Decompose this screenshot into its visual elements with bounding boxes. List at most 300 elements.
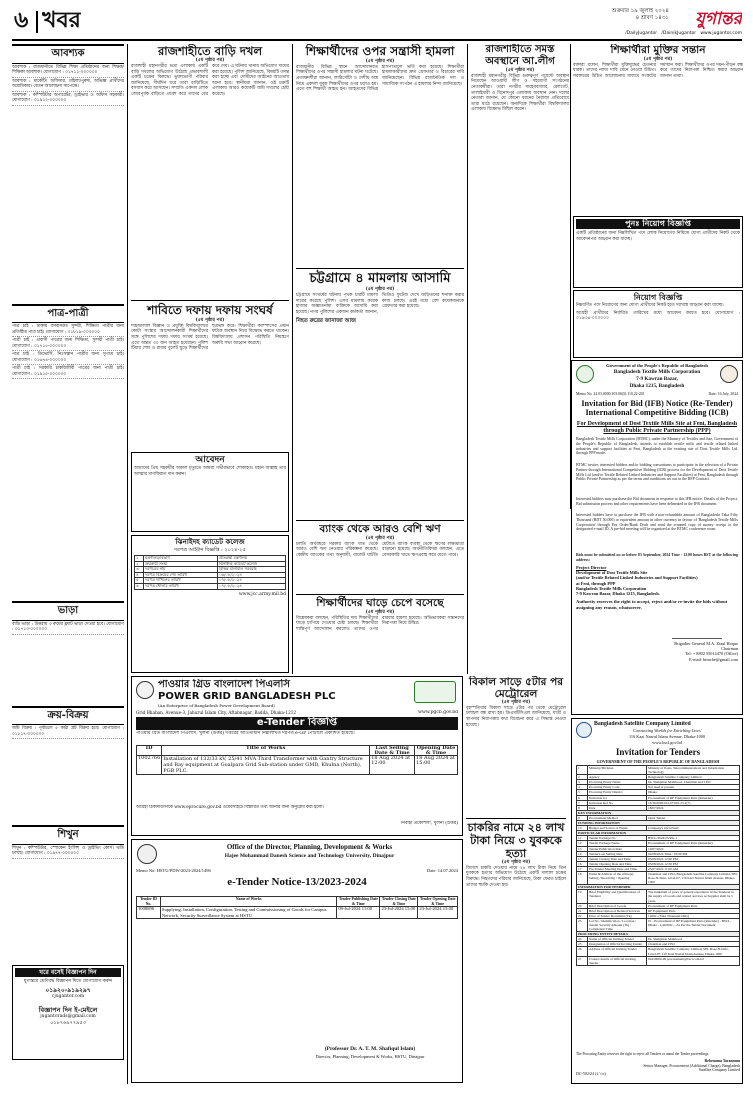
tender-table-wrap [136, 896, 458, 919]
cell: Name & Address of the office(s) - Selling / Receiving / Opening [588, 871, 647, 884]
body-para-1: Bangladesh Textile Mills Corporation (BTMC), under the Ministry of Textiles and Jute, Government of the People's Republic of Bangladesh, intends to establish textile mills and textile related linked industries and support facilities at Feni, Bangladesh at the existing site of Dost Textile Mills Ltd. through PPP mode. [576, 437, 738, 456]
article-body: বিশ্লেষকরা বলছেন, পরিস্থিতির দায় শিক্ষার্থীদের ঘাড়ে চাপিয়ে দেওয়ার চেষ্টা চলছে। শিক্ষার্থীরা শান্তিপূর্ণ আন্দোলন করলেও তাদের ওপর বারবার হামলা হয়েছে। অভিভাবকরা সন্তানদের নিরাপত্তা নিয়ে উদ্বিগ্ন। [296, 615, 464, 633]
cell: ০৭/০৮/২০২৪ [217, 578, 285, 584]
cell: PARTICULAR INFORMATION [577, 831, 740, 836]
cell: 05/08/2024 12:30 PM [647, 861, 740, 866]
cell: ১ [135, 556, 144, 562]
email-ad-address[interactable]: jugantorads@gmail.com [40, 1013, 96, 1019]
list-item: আবশ্যক : মার্কেটিং অফিসার, মহিলা/পুরুষ, অভিজ্ঞ প্রার্থীদের অগ্রাধিকার। বেতন আলোচনা সাপেক্ষে। [12, 78, 124, 92]
cell: 17 [577, 866, 588, 871]
university-name: Hajee Mohammad Danesh Science and Technology University, Dinajpur [224, 853, 395, 859]
cell: Procuring Entity Name [588, 780, 647, 785]
youtube-link[interactable]: /DainikJugantor [661, 31, 697, 36]
org-address-1: 7-9 Kawran Bazar, [636, 376, 678, 382]
ad-body: আমাদের প্রিয় সহকর্মীর অকাল মৃত্যুতে আমরা গভীরভাবে শোকাহত। মহান আল্লাহ তার আত্মার মাগফিরাত দান করুন। [134, 466, 286, 477]
ad-body: একটি প্রতিষ্ঠানের জন্য নিম্নলিখিত পদে লোক নিয়োগের নিমিত্তে যোগ্য প্রার্থীদের নিকট থেকে আবেদনপত্র আহ্বান করা যাচ্ছে। [576, 231, 740, 242]
ad-booking-phone[interactable]: ০১৯২০-৯১৯২৯৭ [45, 986, 91, 994]
table-row [577, 871, 740, 884]
cell: 23-Jul-2024 15:00 [380, 907, 418, 919]
tender-table [136, 745, 458, 775]
reemployment-ad [573, 216, 743, 288]
signer-phone: Tel: + 8802 55014470 (Office) [685, 651, 738, 657]
cell: 1008896 [137, 907, 161, 919]
cell: 19 [577, 890, 588, 903]
office-name: Office of the Director, Planning, Development & Works [226, 843, 393, 851]
table-row [135, 583, 286, 589]
cell: 15 [577, 856, 588, 861]
cell: প্রতিরক্ষা মন্ত্রণালয় [217, 556, 285, 562]
cell: ৩ [135, 567, 144, 573]
power-grid-tender-ad [131, 676, 463, 836]
cell: 23-Jul-2024 15:00 [418, 907, 458, 919]
cell: দরপত্র খোলার তারিখ [144, 583, 218, 589]
cell: Dr. Shahjahan Mahmood, Chairman and CEO [647, 780, 740, 785]
cell: 01 - Procurement of RF Equipment Parts (Retender) - BSCL, Dhaka - 2,40,000/- - As Per the Tender Document [647, 918, 740, 931]
cell: 24 [577, 937, 588, 942]
article-body: রাজশাহী মহানগরীর বিভিন্ন গুরুত্বপূর্ণ পয়েন্টে অবস্থান নিয়েছেন আওয়ামী লীগ ও সহযোগী সংগঠনের নেতাকর্মীরা। তারা নগরীর সাহেববাজার, রেলগেট, তালাইমারী ও বিনোদপুর এলাকায় অবস্থান নেন। দলের নেতারা জানান, যে কোনো ধরনের নৈরাজ্য প্রতিরোধে তারা মাঠে রয়েছেন। অন্যদিকে শিক্ষার্থীরা বিশ্ববিদ্যালয় এলাকায় বিক্ষোভ মিছিল করেন। [471, 73, 569, 113]
cell: 18 Aug 2024 at 15:00 [415, 756, 458, 775]
article-body: বৃহস্পতিবার বিকাল সাড়ে ৫টার পর থেকে মেট্রোরেল চলাচল বন্ধ রাখা হয়। ডিএমটিসিএল জানিয়েছে, যাত্রী ও স্থাপনার নিরাপত্তার কথা বিবেচনা করে এ সিদ্ধান্ত নেওয়া হয়েছে। [466, 705, 566, 728]
body-para-3: Interested bidders may purchase the Bid document in response to this IFB notice. Details of the Project, Bid submission process and other requirements have been delineated in the IFB document. [576, 497, 738, 506]
table-row [577, 956, 740, 965]
cell: The minimum of years of general experience of the Tenderer in the supply of Goods and related services as Supplier shall be 5 years. [647, 890, 740, 903]
email-ad-phone[interactable]: ০১৮৭৬৯৭৭৯৫৩ [50, 1019, 86, 1026]
date-block [574, 8, 669, 30]
cell: 9 [577, 815, 588, 820]
notice-title: e-Tender বিজ্ঞপ্তি [136, 717, 458, 730]
ad-footer: The Procuring Entity reserves the right to reject all Tenders or annul the Tender proceedings. [576, 1052, 710, 1056]
company-motto: 'Connecting Worlds for Enriching Lives' [632, 728, 702, 733]
cell: Lot No / Identification / Location / Tender Security Amount (Tk) / Completion Time [588, 918, 647, 931]
column-header: Last Selling Date & Time [370, 746, 415, 756]
story-rajshahi-house [131, 44, 289, 300]
cell: Supplying, Installation, Configuration, Testing and Commissioning of Goods for Campus Network, Security Surveillance System at HSTU [160, 907, 336, 919]
website-link[interactable]: www.jugantor.com [700, 31, 742, 36]
project-line-2: (and/or Textile Related Linked Industries and Support Facilities) [576, 575, 698, 581]
cell: 16 [577, 861, 588, 866]
article-body: চলতি অর্থবছরে সরকার ব্যাংক খাত থেকে আরও বেশি ঋণ নেওয়ার পরিকল্পনা করেছে। কেন্দ্রীয় ব্যাংকের তথ্য অনুযায়ী, বাজেট ঘাটতি মেটাতে ব্যাংক ব্যবস্থা থেকে ঋণের লক্ষ্যমাত্রা বাড়ানো হয়েছে। অর্থনীতিবিদরা বলছেন, এতে বেসরকারি খাতে ঋণপ্রবাহ কমে যেতে পারে। [296, 541, 464, 559]
cell: Not used at present [647, 785, 740, 790]
column-divider [127, 44, 128, 1084]
signer-name: Rehenuma Tarannum [704, 1059, 740, 1063]
cell: 10 [577, 826, 588, 831]
company-website[interactable]: www.bscl.gov.bd [652, 740, 682, 745]
headline: শাবিতে দফায় দফায় সংঘর্ষ [147, 303, 273, 317]
cell: INFORMATION FOR TENDERER [577, 885, 740, 890]
cell: Contact details of Official Inviting Tender [588, 956, 647, 965]
project-line-1: Development of Dost Textile Mills Site [576, 570, 648, 576]
cell: Brief Eligibility and Qualifications of Tenderer [588, 890, 647, 903]
ad-title: ঝিনাইদহ ক্যাডেট কলেজ [175, 538, 245, 546]
cell: Procuring Entity District [588, 790, 647, 795]
cell: দরপত্র বিক্রয়ের শেষ তারিখ [144, 572, 218, 578]
email-ad-title: বিজ্ঞাপন দিন ই-মেইলে [38, 1005, 98, 1014]
cell: 23/07/2024 11:00 AM [647, 866, 740, 871]
cell: Tender Publication Date [588, 846, 647, 851]
signer-email[interactable]: E-mail: btmche@gmail.com [689, 656, 738, 662]
cell: 04/08/2024 Time : 05:00 PM [647, 851, 740, 856]
cell: Procuring Entity Code [588, 785, 647, 790]
cell: ৫ [135, 578, 144, 584]
cell: Installation of 132/33 kV, 25/41 MVA Third Transformer with Gantry Structure and Bay equipment at Goalpara Grid Sub-station under GMD, Khulna (North), PGB PLC. [162, 756, 370, 775]
cell: 27 [577, 956, 588, 965]
cell: 4 [577, 785, 588, 790]
cell: 1 [577, 766, 588, 775]
article-body: শাহজালাল বিজ্ঞান ও প্রযুক্তি বিশ্ববিদ্যালয়ে কোটা সংস্কার আন্দোলনকারী শিক্ষার্থীদের সঙ্গে পুলিশের দফায় দফায় সংঘর্ষ হয়েছে। এতে অন্তত ৩০ জন আহত হয়েছেন। পুলিশ টিয়ার শেল ও রাবার বুলেট ছুড়ে শিক্ষার্থীদের ছত্রভঙ্গ করে। শিক্ষার্থীরা ক্যাম্পাসের প্রধান ফটকে অবস্থান নিয়ে বিক্ষোভ করতে থাকেন। বিশ্ববিদ্যালয় প্রশাসন পরিস্থিতি নিয়ন্ত্রণে জরুরি সভা আহ্বান করেছে। [131, 323, 289, 352]
cell: ০৭/০৮/২০২৪ [217, 583, 285, 589]
memo-date: Date: 16 July, 2024 [708, 392, 738, 396]
continuation-note: (৫ম পৃষ্ঠার পর) [643, 57, 673, 63]
cell: 18 Aug 2024 at 12:00 [370, 756, 415, 775]
signature-mark [672, 627, 722, 639]
ad-title: নিয়োগ বিজ্ঞপ্তি [633, 293, 683, 302]
continuation-note: (৫ম পৃষ্ঠার পর) [501, 860, 531, 865]
cell: 6 [577, 795, 588, 800]
cell: 16.39.0000.012.07.001.23-1(7) [647, 800, 740, 805]
article-body: চট্টগ্রামে সংঘর্ষের ঘটনায় পৃথক চারটি মামলা দায়ের করেছে পুলিশ। এসব মামলায় কয়েক হাজার অজ্ঞাতনামা ব্যক্তিকে আসামি করা হয়েছে। নগর পুলিশের একজন কর্মকর্তা জানান, ভিডিও ফুটেজ দেখে জড়িতদের শনাক্ত করার কাজ চলছে। এরই মধ্যে বেশ কয়েকজনকে গ্রেফতার করা হয়েছে। [296, 292, 464, 315]
notice-subtitle: For Development of Dost Textile Mills Site at Feni, Bangladesh through Public Private Partnership (PPP) [576, 421, 738, 434]
cell: ০৬/০৮/২০২৪ [217, 572, 285, 578]
project-line-3: at Feni, through PPP [576, 580, 616, 586]
story-job-fraud [466, 818, 566, 1083]
cell: মন্ত্রণালয়/বিভাগ [144, 556, 218, 562]
needed-list [12, 64, 124, 304]
hstu-tender-ad [131, 839, 463, 1083]
cell: ঝিনাইদহ ক্যাডেট কলেজ [217, 561, 285, 567]
signer-block [642, 641, 738, 662]
continuation-note: (৫ম পৃষ্ঠার পর) [505, 68, 535, 73]
ad-booking-text: যুগান্তরে শ্রেণিবদ্ধ বিজ্ঞাপন দিতে যোগাযোগ করুন [23, 979, 113, 984]
cell: Tender Package No [588, 836, 647, 841]
body-para-4: Interested bidders have to purchase the IFB with a non-refundable amount of Bangladeshi Taka Fifty Thousand (BDT 50,000) or equivalent amount in other currency in favour of 'Bangladesh Textile Mills Corporation' through Pay Order/Bank Draft and send the scanned copy of money receipt to the designated e-mail ID. A pre-bid meeting will be organized at the BTMC conference room. [576, 513, 738, 532]
headline: বিকাল সাড়ে ৫টার পর মেট্রোরেল [469, 676, 563, 700]
column-divider [467, 44, 468, 674]
list-item: পাত্র চাই : ঢাকায় বসবাসরত সুন্দরী, শিক্ষিতা পাত্রীর জন্য প্রতিষ্ঠিত পাত্র চাই। যোগাযোগ : ০১৮১৯-০০০০০০ [12, 323, 124, 337]
gov-line: GOVERNMENT OF THE PEOPLE'S REPUBLIC OF BANGLADESH [596, 759, 720, 764]
article-body: রাজশাহী মহানগরীর ভদ্রা এলাকায় একটি বাড়ি দখলের অভিযোগ উঠেছে প্রভাবশালী একটি চক্রের বিরুদ্ধে। ভুক্তভোগী পরিবার জানিয়েছে, দীর্ঘদিন ধরে তারা বাড়িটিতে বসবাস করে আসছেন। সম্প্রতি একদল লোক জোরপূর্বক বাড়িতে প্রবেশ করে তাদের বের করে দেয়। এ ঘটনায় থানায় অভিযোগ দায়ের করা হয়েছে। পুলিশ জানিয়েছে, বিষয়টি তদন্ত করা হচ্ছে এবং দোষীদের আইনের আওতায় আনা হবে। স্থানীয়রা জানান, ওই চক্রটি এলাকায় আরও কয়েকটি জমি দখলের চেষ্টা করেছে। [131, 64, 289, 98]
cell: Price of Tender Document (Tk) [588, 913, 647, 918]
cell: Tender Last Selling Date [588, 851, 647, 856]
cell: Budget and Source of Funds [588, 826, 647, 831]
cell: 26 [577, 947, 588, 956]
cell: Procurement Method [588, 815, 647, 820]
cell: 21 [577, 908, 588, 913]
article-body: বক্তারা বলেন, শিক্ষার্থীরা মুক্তিযুদ্ধের চেতনার ধারক। তাদের ন্যায্য দাবি মেনে নেওয়া উচিত। সরকারের উচিত আলোচনার মাধ্যমে সংকটের সমাধান করা। শিক্ষার্থীদের ওপর দমন-পীড়ন বন্ধ করে তাদের নিরাপত্তা নিশ্চিত করার আহ্বান জানান তারা। [573, 62, 743, 80]
cell: Procurement of RF Equipment Parts [647, 903, 740, 908]
cell: 14 [577, 851, 588, 856]
notice-title: Invitation for Tenders [615, 747, 701, 757]
signer-title: Senior Manager, Procurement (Additional Charge), Bangladesh Satellite Company Limited [643, 1063, 740, 1073]
cell: ২ [135, 561, 144, 567]
headline: চট্টগ্রামে ৪ মামলায় আসামি [309, 271, 451, 286]
headline: চাকরির নামে ২৪ লাখ টাকা নিয়ে ৩ যুবককে হত্যা [467, 821, 565, 860]
company-name-bn: পাওয়ার গ্রিড বাংলাদেশ পিএলসি [158, 679, 290, 690]
ad-booking-site[interactable]: cjugantor.com [51, 994, 85, 1000]
headline: রাজশাহীতে সমস্ত অবস্থানে আ.লীগ [485, 44, 555, 67]
cell: Ministry of Posts, Telecommunications and Information Technology [647, 766, 740, 775]
sale-list [12, 725, 124, 825]
signer-block [632, 1059, 740, 1073]
list-item: পাত্রী চাই : প্রবাসী পাত্রের জন্য শিক্ষিতা, সুন্দরী পাত্রী চাই। যোগাযোগ : ০১৭১৫-০০০০০০ [12, 337, 124, 351]
headline: শিক্ষার্থীদের ওপর সন্ত্রাসী হামলা [305, 44, 455, 58]
btmc-ifb-ad [571, 360, 743, 715]
table-row [137, 907, 458, 919]
cell: 12 [577, 841, 588, 846]
ad-title: পুনঃ নিয়োগ বিজ্ঞপ্তি [576, 219, 740, 229]
project-label: Project Director [576, 565, 607, 570]
cell: 7 [577, 800, 588, 805]
cell: PROCURING ENTITY DETAILS [577, 932, 740, 937]
date-line-2: ৪ শ্রাবণ ১৪৩১ [635, 15, 669, 21]
cell: FUNDING INFORMATION [577, 821, 740, 826]
company-badge [414, 681, 456, 703]
cell: Procurement of RF Equipment Parts (Retender) [647, 841, 740, 846]
cell: Name of Official Inviting Tender [588, 937, 647, 942]
continuation-note: (৫ম পৃষ্ঠার পর) [365, 610, 395, 616]
headline: রাজশাহীতে বাড়ি দখল [157, 44, 263, 58]
cell: Brief Description of Related Services [588, 908, 647, 913]
sub-heading: নিহত রুদ্রের জানাজা আজ [296, 318, 356, 325]
cell: ৪ [135, 572, 144, 578]
list-item: আবশ্যক : কম্পিউটার অপারেটর, ড্রাইভার ও অফিস সহকারী। যোগাযোগ : ০১৯১২-০০০০০০ [12, 92, 124, 106]
column-divider [292, 44, 293, 674]
bride-groom-heading: পাত্র-পাত্রী [12, 304, 124, 324]
continuation-note: (৫ম পৃষ্ঠার পর) [501, 700, 531, 705]
cell: 2 [577, 775, 588, 780]
signer-title: নির্বাহী প্রকৌশলী, খুলনা (উত্তর) [400, 821, 458, 826]
cell: Pre-Tender Meeting Date and Time [588, 866, 647, 871]
cell: Company's Own Fund [647, 826, 740, 831]
ad-title: আবেদন [195, 455, 225, 465]
cell: 09-Jul-2024 11:00 [337, 907, 380, 919]
cell: 13 [577, 846, 588, 851]
notice-intro: পাওয়ার গ্রিড বাংলাদেশ পিএলসি, খুলনা (উত্তর) দপ্তরের আওতাধীন নিম্নলিখিত দরপত্র e-GP পোর্টালে প্রকাশিত হয়েছে। [136, 731, 355, 736]
rent-list [12, 621, 124, 706]
company-address: Grid Bhaban, Avenue-3, Jahurul Islam City, Aftabnagar, Badda, Dhaka-1212 [136, 710, 297, 715]
continuation-note: (৫ম পৃষ্ঠার পর) [195, 318, 225, 323]
cell: Tender Package Name [588, 841, 647, 846]
cell: Ministry/Division [588, 766, 647, 775]
cell: Open Tender [647, 815, 740, 820]
cell: Designation of Official Inviting Tender [588, 942, 647, 947]
table-row [577, 918, 740, 931]
cell: 18/07/2024 [647, 805, 740, 810]
body-para-2: BTMC invites interested bidders and/or bidding consortiums to participate in the selection of a Private Partner through International Competitive Bidding (ICB) process for the Development of Dost Textile Mills Ltd (and/or Textile Related Linked Industries and Support Facilities) at Feni, Bangladesh through Public Private Partnership as per the terms and conditions set out in the RFP Contract. [576, 463, 738, 482]
btmc-logo [720, 365, 738, 383]
list-item: বাড়ি ভাড়া : উত্তরায় ৩ রুমের ফ্ল্যাট ভাড়া দেওয়া হবে। যোগাযোগ : ০১৭১৩-০০০০০০ [12, 621, 124, 635]
cell: 05/08/2024 12:00 PM [647, 856, 740, 861]
story-rajshahi-awami-league [471, 44, 569, 509]
cell: Address of Official Inviting Tender [588, 947, 647, 956]
project-line-5: 7-9 Kawran Bazar, Dhaka 1215, Bangladesh. [576, 591, 660, 597]
table-row [577, 890, 740, 903]
list-item: আবশ্যক : রাজধানীতে বিভিন্ন শিক্ষা প্রতিষ্ঠানের জন্য শিক্ষক/শিক্ষিকা আবশ্যক। যোগাযোগ : ০১৭১১-০০০০০০ [12, 64, 124, 78]
cell: KEY INFORMATION [577, 810, 740, 815]
page-number: ৬ [14, 8, 29, 33]
table-row [577, 766, 740, 775]
sale-heading: ক্রয়-বিক্রয় [12, 706, 124, 726]
cell: দরপত্রের নাম [144, 567, 218, 573]
cell: 22 [577, 913, 588, 918]
column-header: Title of Works [162, 746, 370, 756]
cell: Tender Opening Date and Time [588, 861, 647, 866]
pgb-logo [136, 681, 154, 699]
ad-booking-box [12, 965, 124, 1060]
cell: 11 [577, 836, 588, 841]
cell: বিভিন্ন মালামাল সরবরাহ [217, 567, 285, 573]
cell: Date [588, 805, 647, 810]
ad-footer[interactable]: www.jcc.army.mil.bd [238, 591, 286, 597]
ad-footer: আগ্রহী প্রার্থীদের নির্ধারিত তারিখের মধ্যে আবেদন করতে হবে। যোগাযোগ : ০১৯৩৪-০০০০০০ [576, 310, 740, 322]
continuation-note: (৫ম পৃষ্ঠার পর) [365, 287, 395, 293]
company-name: Bangladesh Satellite Company Limited [594, 721, 691, 727]
cell: Invitation Ref No [588, 800, 647, 805]
cadet-college-tender-ad [131, 535, 289, 673]
cell: Bangladesh Satellite Company Limited [647, 775, 740, 780]
section-title: খবর [42, 8, 81, 33]
recruitment-ad [573, 290, 743, 358]
table-row [137, 756, 458, 775]
cell: 1002766 [137, 756, 162, 775]
continuation-note: (৫ম পৃষ্ঠার পর) [365, 59, 395, 64]
signer-name: (Professor Dr. A. T. M. Shafiqul Islam) [324, 1046, 416, 1052]
cell: দরপত্র দাখিলের তারিখ [144, 578, 218, 584]
table-row [577, 947, 740, 956]
facebook-link[interactable]: /DailyJugantor [625, 31, 658, 36]
condolence-ad [131, 452, 289, 532]
cell: Invitation for [588, 795, 647, 800]
column-header: ID [137, 746, 162, 756]
org-name: Bangladesh Textile Mills Corporation [613, 369, 701, 375]
cell: 20 [577, 903, 588, 908]
gov-line: Government of the People's Republic of Bangladesh [606, 363, 708, 368]
signer-title: Chairman [721, 646, 738, 652]
brand-logo: যুগান্তর [695, 9, 742, 29]
masthead-divider [36, 11, 38, 33]
ad-subtitle: দরপত্র আহ্বান বিজ্ঞপ্তি : ২০২৪-২৫ [174, 546, 246, 553]
story-metrorail [466, 676, 566, 816]
notice-title: Invitation for Bid (IFB) Notice (Re-Tender) International Competitive Bidding (ICB) [581, 399, 733, 418]
project-line-4: Bangladesh Textile Mills Corporation [576, 585, 647, 591]
project-address [576, 565, 738, 596]
story-chattogram-cases [296, 268, 464, 518]
story-student-attack [296, 44, 464, 266]
tender-table-wrap [576, 765, 740, 1063]
company-name-en: POWER GRID BANGLADESH PLC [158, 691, 336, 702]
cell: 18 [577, 871, 588, 884]
continuation-note: (৫ম পৃষ্ঠার পর) [195, 58, 225, 64]
classifieds-column [12, 44, 124, 1084]
ad-body: নিম্নবর্ণিত পদে নিয়োগের জন্য যোগ্য প্রার্থীদের নিকট হতে দরখাস্ত আহ্বান করা যাচ্ছে। [576, 303, 724, 308]
social-bar [484, 30, 742, 37]
government-emblem [576, 365, 594, 383]
signer-name: Brigadier General M.A. Ziaul Hoque [674, 641, 738, 646]
dc-number: DC-502/24 (৫'×৬) [576, 1071, 606, 1076]
tender-table [576, 765, 740, 966]
list-item: জমি বিক্রয় : পূর্বাচলে ৫ কাঠা প্লট বিক্রয় হবে। যোগাযোগ : ০১৮১৭-০০০০০০ [12, 725, 124, 739]
column-header: Tender Publishing Date & Time [338, 897, 378, 906]
ad-footer: আগ্রহী ঠিকাদারগণকে www.eprocure.gov.bd ওয়েবসাইটে বিস্তারিত তথ্য জানার জন্য অনুরোধ করা হলো। [136, 805, 325, 810]
memo-date: Date: 14.07.2024 [426, 868, 458, 873]
list-item: পাত্রী চাই : সরকারি চাকরিজীবী পাত্রের জন্য পাত্রী চাই। যোগাযোগ : ০১৯১৫-০০০০০০ [12, 365, 124, 379]
cell: 19/07/2024 [647, 846, 740, 851]
tender-table-wrap [136, 745, 458, 775]
memo-number: Memo No: HSTU/PDW/2023-2024/1496 [136, 868, 211, 873]
notice-title: e-Tender Notice-13/2023-2024 [227, 876, 367, 888]
article-body: রাজধানীর বিভিন্ন স্থানে আন্দোলনরত শিক্ষার্থীদের ওপর সন্ত্রাসী হামলার ঘটনা ঘটেছে। প্রত্যক্ষদর্শীরা জানান, লাঠিসোঁটা ও দেশীয় অস্ত্র নিয়ে একদল যুবক শিক্ষার্থীদের ওপর চড়াও হয়। এতে বহু শিক্ষার্থী আহত হন। আহতদের বিভিন্ন হাসপাতালে ভর্তি করা হয়েছে। শিক্ষার্থীরা হামলাকারীদের দ্রুত গ্রেফতার ও বিচারের দাবি জানিয়েছেন। বিভিন্ন রাজনৈতিক দল ও সামাজিক সংগঠন এ হামলার নিন্দা জানিয়েছে। [296, 64, 464, 93]
university-logo [137, 844, 157, 864]
article-body: বিদেশে চাকরি দেওয়ার নামে ২৪ লাখ টাকা নিয়ে তিন যুবককে হত্যার অভিযোগ উঠেছে একটি দালাল চক্রের বিরুদ্ধে। নিহতদের পরিবার জানিয়েছে, টাকা ফেরত চাইলে তাদের হুমকি দেওয়া হয়। [466, 865, 566, 888]
company-tagline: (An Enterprise of Bangladesh Power Development Board) [158, 703, 275, 708]
cell: Dr. Shahjahan Mahmood [647, 937, 740, 942]
cell: Chairman and CEO, Bangladesh Satellite Company Limited, SEL Rose-N-Dale, Level-07, 116 Kazi Nazrul Islam Avenue, Dhaka-1000 [648, 871, 738, 885]
column-header: Tender Opening Date & Time [419, 897, 456, 906]
story-bank-loan [296, 520, 464, 592]
needed-heading: আবশ্যক [12, 44, 124, 64]
cell: ৬ [135, 583, 144, 589]
masthead-rule [12, 39, 742, 41]
memo-number: Memo No. 24.03.0000.103.06(5).110.22-201 [576, 392, 645, 396]
cell: 1,000/- (Taka Thousand Only) [647, 913, 740, 918]
cell: 23 [577, 918, 588, 931]
cell: Dhaka [647, 790, 740, 795]
cell: Brief Description of Goods [588, 903, 647, 908]
table-header [137, 897, 458, 907]
cell: Tender Closing Date and Time [588, 856, 647, 861]
column-header: Opening Date & Time [415, 746, 458, 756]
cell: Agency [588, 775, 647, 780]
cell: BSCL/2024/25/RG-1 [647, 836, 740, 841]
cell: Procurement of RF Equipment Parts (Retender) [647, 795, 740, 800]
headline: শিক্ষার্থীরা মুক্তির সন্তান [610, 44, 706, 56]
learn-list [12, 845, 124, 965]
signer-title: Director, Planning, Development & Works, HSTU, Dinajpur [315, 1054, 425, 1059]
date-line: শুক্রবার ১৯ জুলাই ২০২৪ [611, 8, 669, 14]
cell: 5 [577, 790, 588, 795]
company-address: 116 Kazi Nazrul Islam Avenue, Dhaka-1000 [628, 734, 706, 739]
cell: 02410000-99 procurement@bscl.com.bd [647, 956, 740, 965]
rent-heading: ভাড়া [12, 601, 124, 621]
headline: শিক্ষার্থীদের ঘাড়ে চেপে বসেছে [316, 597, 444, 609]
list-item: শিখুন : কম্পিউটার, স্পোকেন ইংলিশ ও ড্রাইভিং কোর্স। ভর্তি চলছে। যোগাযোগ : ০১৯৭৭-০০০০০০ [12, 845, 124, 859]
story-students-liberation [573, 44, 743, 214]
table-header [137, 746, 458, 756]
story-sust-clash [131, 300, 289, 450]
authority-note: Authority reserves the right to accept, reject and/or re-invite the bids without assigning any reason, whatsoever. [576, 599, 728, 610]
company-website[interactable]: www.pgcb.gov.bd [418, 710, 458, 715]
column-header: Name of Works [160, 897, 336, 907]
cell: Bangladesh Satellite Company Limited, SEL Rose-N-Dale, Level-07, 116 Kazi Nazrul Islam Avenue, Dhaka-1000 [647, 947, 740, 956]
list-item: পাত্র চাই : ডিভোর্সি, নিঃসন্তান পাত্রীর জন্য সুপাত্র চাই। যোগাযোগ : ০১৬৭৪-০০০০০০ [12, 351, 124, 365]
bscl-logo [576, 722, 592, 738]
masthead [14, 8, 742, 38]
tender-table [136, 896, 458, 919]
deadline: Bids must be submitted on or before 03 September, 2024 Time - 12.00 hours BST at the following address: [576, 553, 738, 562]
bride-groom-list [12, 323, 124, 601]
cell: Chairman and CEO [647, 942, 740, 947]
headline: ব্যাংক থেকে আরও বেশি ঋণ [319, 523, 441, 535]
cell: 25 [577, 942, 588, 947]
ad-booking-title: ঘরে বসেই বিজ্ঞাপন দিন [15, 968, 121, 978]
continuation-note: (৫ম পৃষ্ঠার পর) [365, 536, 395, 542]
cell: 8 [577, 805, 588, 810]
cell: RF Equipment Parts [647, 908, 740, 913]
tender-table [134, 555, 286, 590]
column-header: Tender Closing Date & Time [381, 897, 416, 906]
org-address-2: Dhaka 1215, Bangladesh [629, 383, 685, 389]
cell: ক্রয়কারী সংস্থা [144, 561, 218, 567]
column-header: Tender ID No. [137, 897, 161, 907]
